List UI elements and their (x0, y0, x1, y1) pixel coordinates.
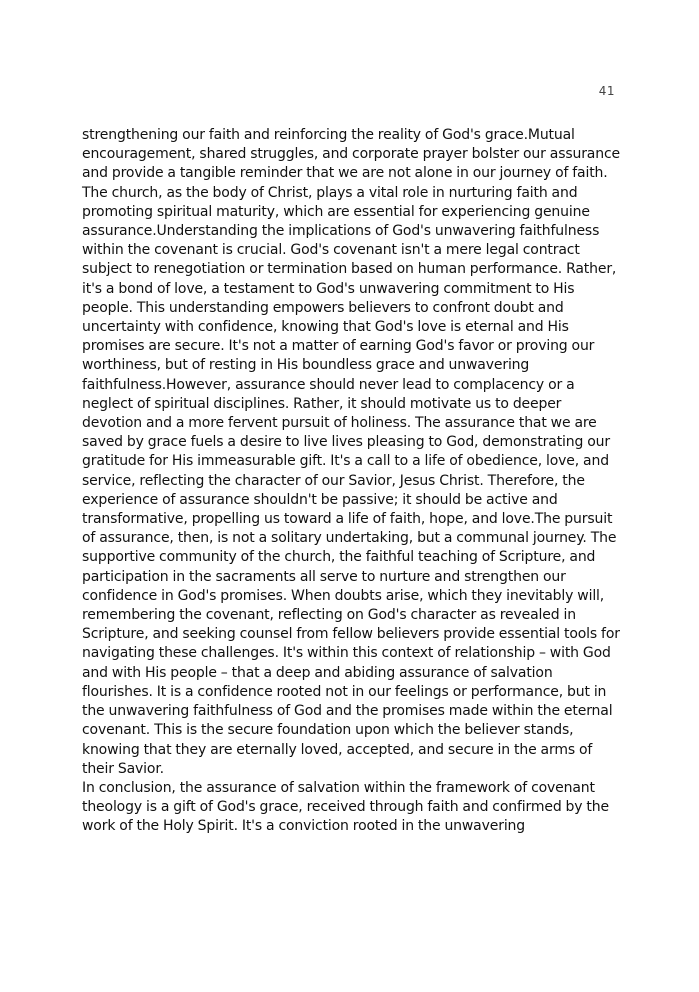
page-number: 41 (598, 84, 615, 98)
paragraph-1: strengthening our faith and reinforcing the reality of God's grace.Mutual encouragement, shared struggles, and corporate prayer bolster our assurance and provide a tangible reminder that we are not alone in our journey of faith. The church, as the body of Christ, plays a vital role in nurturing faith and promoting spiritual maturity, which are essential for experiencing genuine assurance.Understanding the implications of God's unwavering faithfulness within the covenant is crucial. God's covenant isn't a mere legal contract subject to renegotiation or termination based on human performance. Rather, it's a bond of love, a testament to God's unwavering commitment to His people. This understanding empowers believers to confront doubt and uncertainty with confidence, knowing that God's love is eternal and His promises are secure. It's not a matter of earning God's favor or proving our worthiness, but of resting in His boundless grace and unwavering faithfulness.However, assurance should never lead to complacency or a neglect of spiritual disciplines. Rather, it should motivate us to deeper devotion and a more fervent pursuit of holiness. The assurance that we are saved by grace fuels a desire to live lives pleasing to God, demonstrating our gratitude for His immeasurable gift. It's a call to a life of obedience, love, and service, reflecting the character of our Savior, Jesus Christ. Therefore, the experience of assurance shouldn't be passive; it should be active and transformative, propelling us toward a life of faith, hope, and love.The pursuit of assurance, then, is not a solitary undertaking, but a communal journey. The supportive community of the church, the faithful teaching of Scripture, and participation in the sacraments all serve to nurture and strengthen our confidence in God's promises. When doubts arise, which they inevitably will, (82, 127, 620, 604)
body-text (82, 126, 620, 837)
paragraph-2: remembering the covenant, reflecting on God's character as revealed in Scripture, and seeking counsel from fellow believers provide essential tools for navigating these challenges. It's within this context of relationship – with God and with His people – that a deep and abiding assurance of salvation flourishes. It is a confidence rooted not in our feelings or performance, but in the unwavering faithfulness of God and the promises made within the eternal covenant. This is the secure foundation upon which the believer stands, knowing that they are eternally loved, accepted, and secure in the arms of their Savior. (82, 607, 620, 777)
paragraph-3: In conclusion, the assurance of salvation within the framework of covenant theology is a gift of God's grace, received through faith and confirmed by the work of the Holy Spirit. It's a conviction rooted in the unwavering (82, 779, 609, 835)
